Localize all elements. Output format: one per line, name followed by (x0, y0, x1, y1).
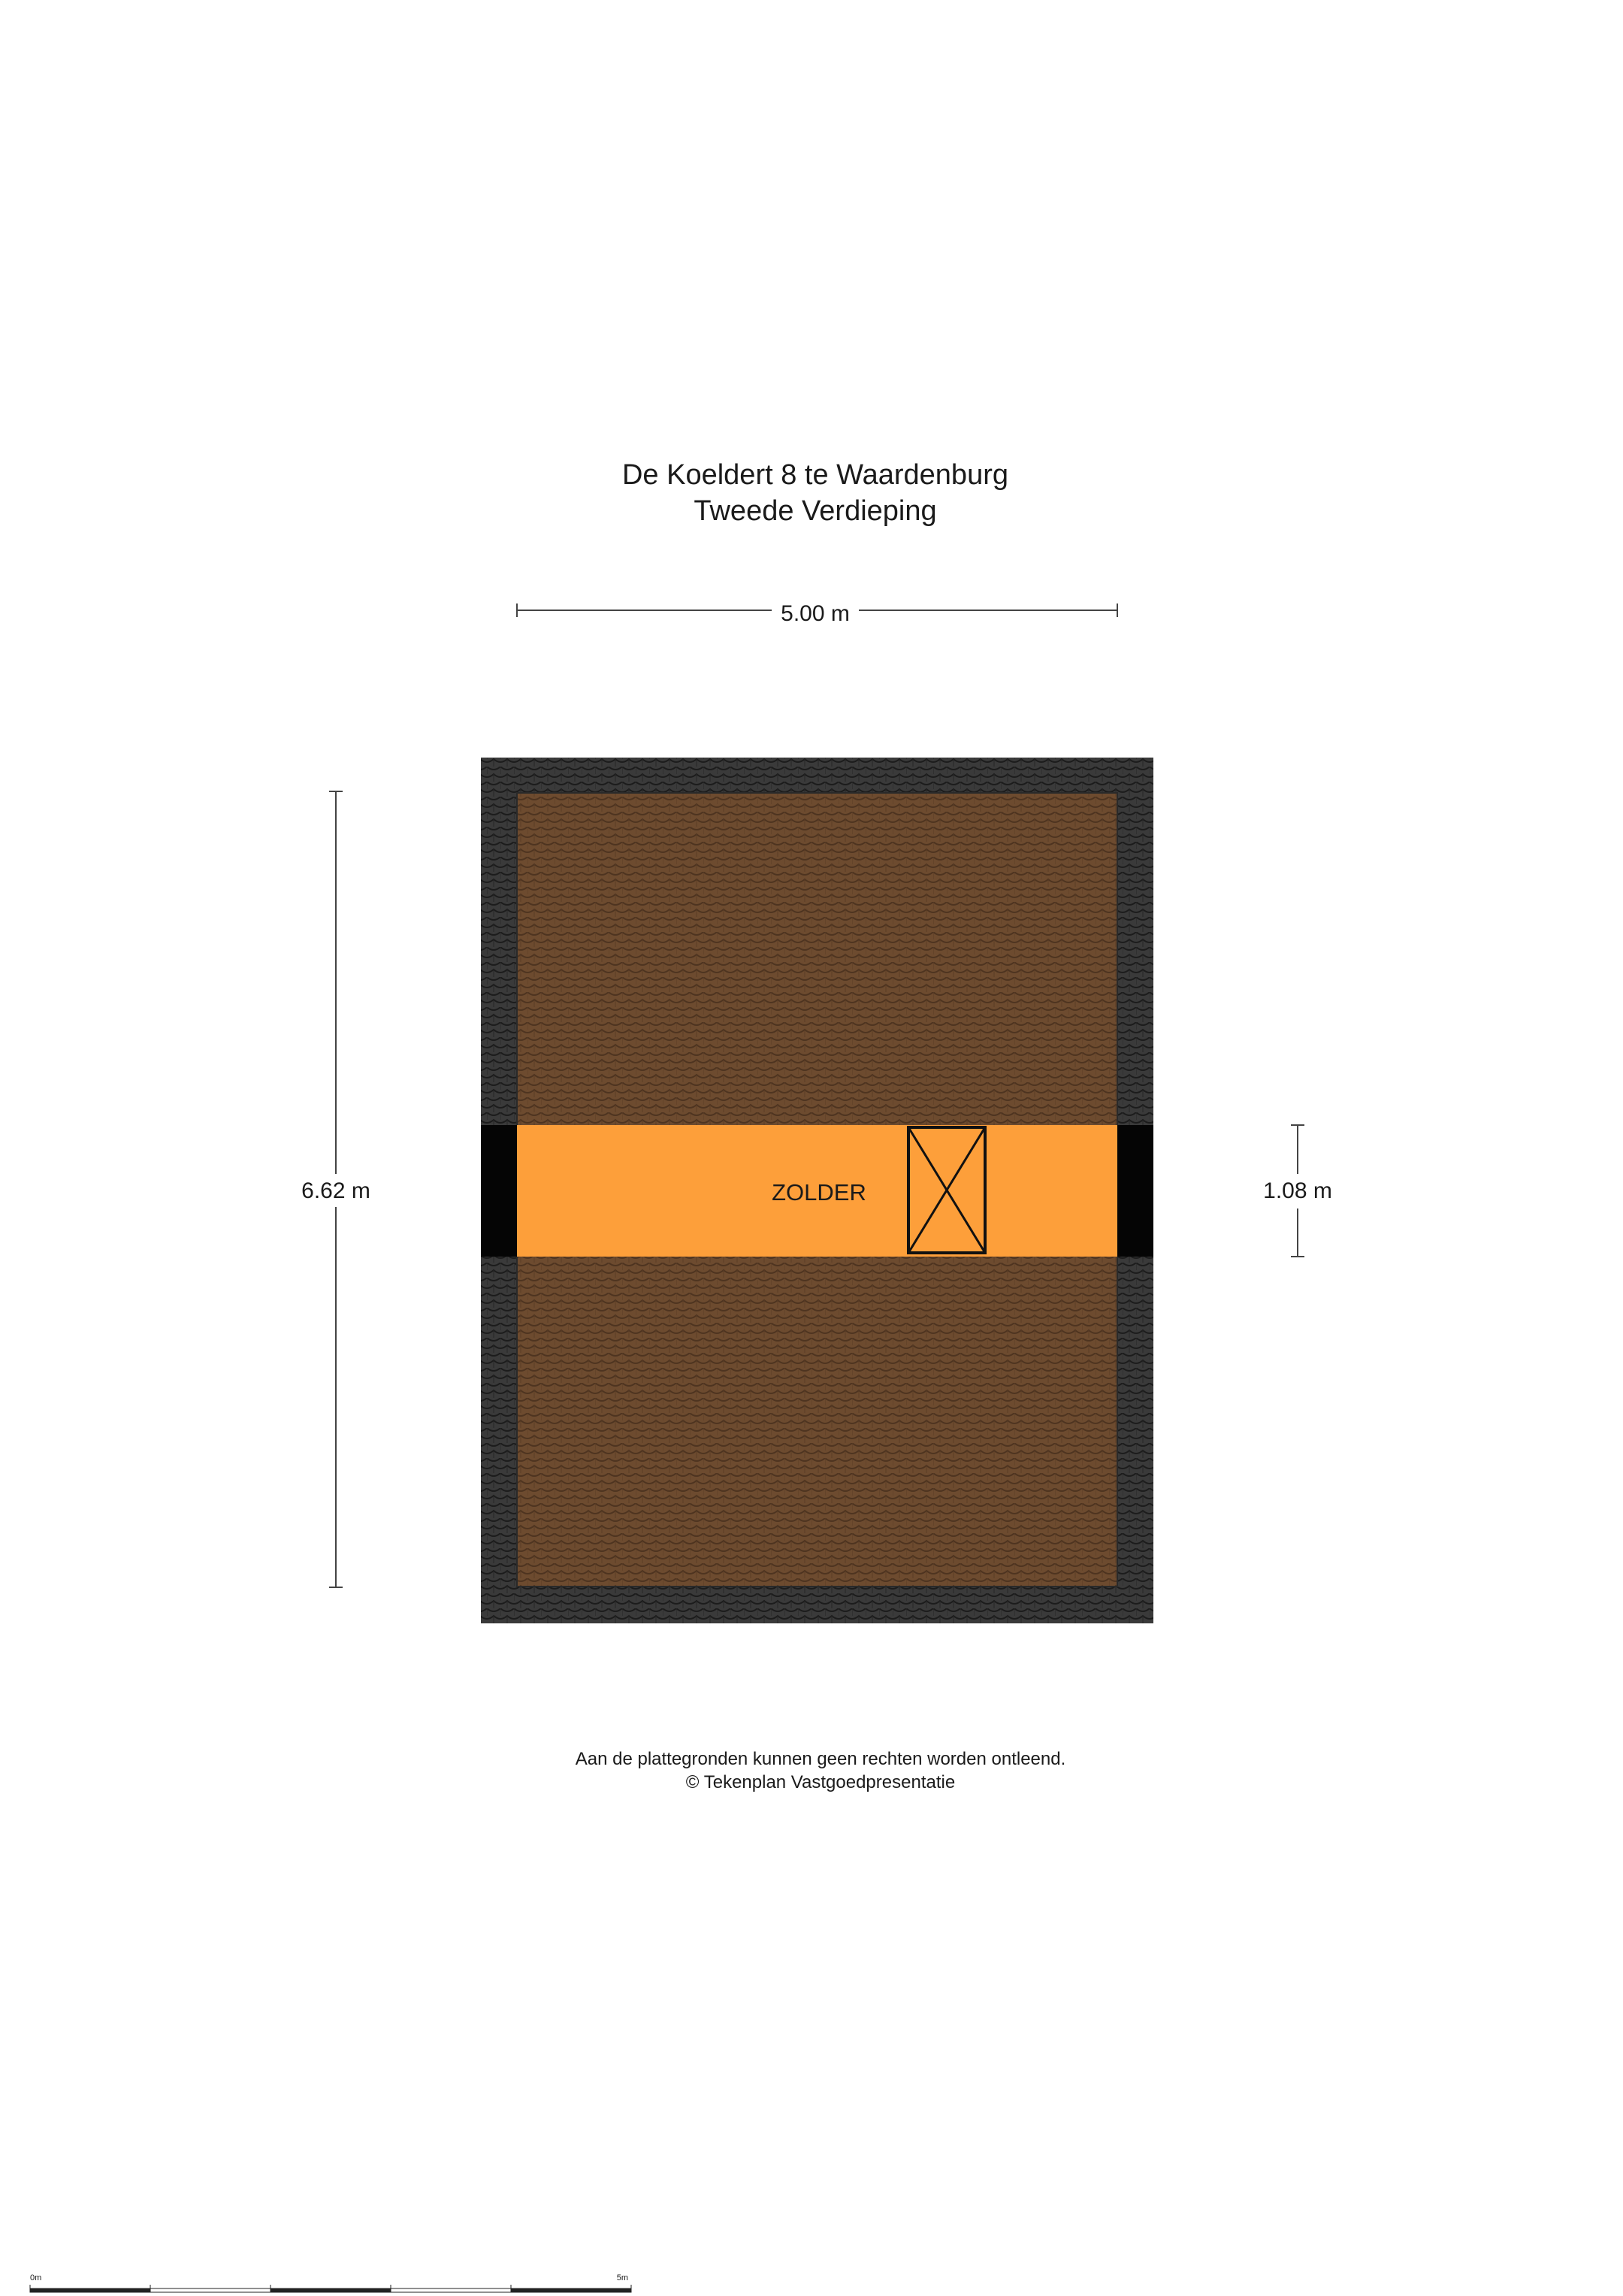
height-dimension-label: 6.62 m (301, 1178, 370, 1203)
disclaimer-text: Aan de plattegronden kunnen geen rechten worden ontleend. (575, 1749, 1066, 1769)
plan-subtitle: Tweede Verdieping (694, 495, 937, 527)
width-dimension (517, 601, 1117, 626)
scale-bar-start-label: 0m (30, 2273, 42, 2282)
strip-dimension-label: 1.08 m (1263, 1178, 1332, 1203)
wall-left (481, 1125, 517, 1257)
room-label: ZOLDER (772, 1179, 866, 1205)
width-dimension-label: 5.00 m (781, 601, 850, 626)
copyright-text: © Tekenplan Vastgoedpresentatie (685, 1772, 956, 1792)
scale-bar-end-label: 5m (616, 2273, 628, 2282)
strip-dimension (1263, 1125, 1332, 1257)
scale-bar (30, 2273, 631, 2292)
attic-room (481, 1125, 1153, 1257)
plan-title: De Koeldert 8 te Waardenburg (621, 459, 1009, 491)
wall-right (1117, 1125, 1153, 1257)
height-dimension (301, 791, 370, 1587)
